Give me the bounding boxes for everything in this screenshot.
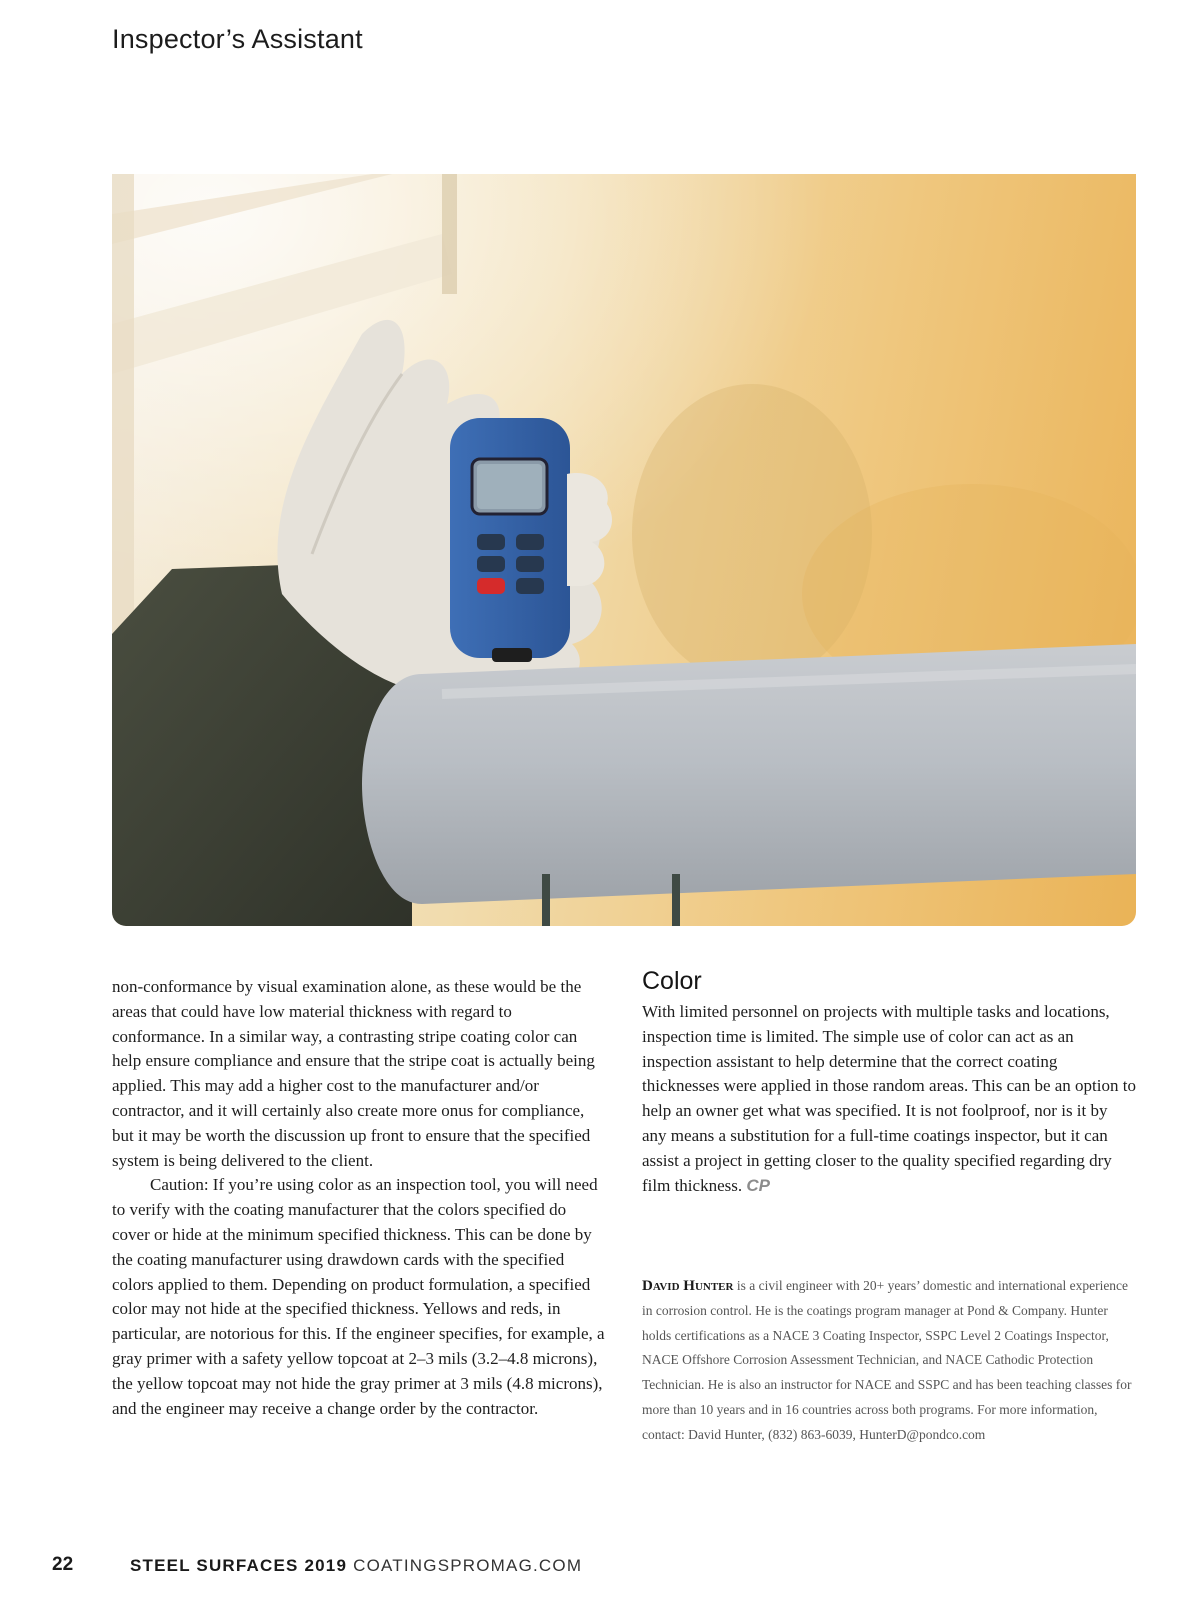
publication-name: STEEL SURFACES 2019 [130,1556,348,1575]
author-bio [642,1274,1136,1448]
website-link[interactable]: COATINGSPROMAG.COM [353,1556,583,1575]
article-right-column [642,966,1136,1198]
body-paragraph: Caution: If you’re using color as an inspection tool, you will need to verify with the coating manufacturer that the colors specified do cover or hide at the minimum specified thickness. This can be done by the coating manufacturer using drawdown cards with the specified colors applied to them. Depending on product formulation, a specified color may not hide at the specified thickness. Yellows and reds, in particular, are notorious for this. If the engineer specifies, for example, a gray primer with a safety yellow topcoat at 2–3 mils (3.2–4.8 microns), the yellow topcoat may not hide the gray primer at 3 mils (4.8 microns), and the engineer may receive a change order by the contractor. [112,1175,605,1418]
section-heading: Color [642,967,702,995]
body-paragraph: non-conformance by visual examination alone, as these would be the areas that could have low material thickness with regard to conformance. In a similar way, a contrasting stripe coating color can help ensure compliance and ensure that the stripe coat is actually being applied. This may add a higher cost to the manufacturer and/or contractor, and it will certainly also create more onus for compliance, but it may be worth the discussion up front to ensure that the specified system is being delivered to the client. [112,977,595,1170]
author-bio-text: is a civil engineer with 20+ years’ domestic and international experience in corrosion control. He is the coatings program manager at Pond & Company. Hunter holds certifications as a NACE 3 Coating Inspector, SSPC Level 2 Coatings Inspector, NACE Offshore Corrosion Assessment Technician, and NACE Cathodic Protection Technician. He is also an instructor for NACE and SSPC and has been teaching classes for more than 10 years and in 16 countries across both programs. For more information, contact: David Hunter, (832) 863-6039, HunterD@pondco.com [642,1278,1132,1442]
footer [130,1556,582,1576]
coating-thickness-gauge-photo-icon [112,174,1136,926]
end-mark: CP [746,1175,770,1195]
page-number: 22 [52,1554,74,1575]
running-head: Inspector’s Assistant [112,24,363,54]
body-paragraph [642,1000,1136,1198]
article-photo [112,174,1136,926]
author-name: David Hunter [642,1278,734,1294]
body-paragraph-text: With limited personnel on projects with multiple tasks and locations, inspection time is limited. The simple use of color can act as an inspection assistant to help determine that the correct coating thicknesses were applied in those random areas. This can be an option to help an owner get what was specified. It is not foolproof, nor is it by any means a substitution for a full-time coatings inspector, but it can assist a project in getting closer to the quality specified regarding dry film thickness. [642,1002,1136,1195]
article-left-column [112,975,606,1421]
